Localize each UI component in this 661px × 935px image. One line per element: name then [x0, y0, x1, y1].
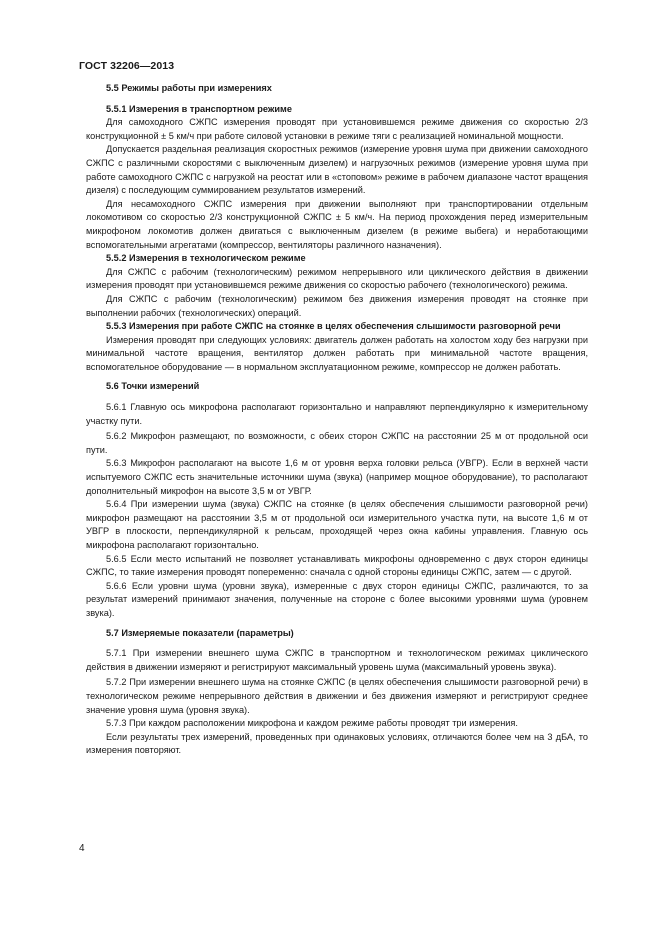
- subsection-heading-5-5-2: 5.5.2 Измерения в технологическом режиме: [106, 253, 306, 264]
- paragraph-5-6-2: 5.6.2 Микрофон размещают, по возможности, с обеих сторон СЖПС на расстоянии 25 м от продольной оси пути.: [86, 431, 588, 455]
- page-number: 4: [79, 843, 85, 854]
- subsection-heading-5-5-1: 5.5.1 Измерения в транспортном режиме: [106, 103, 292, 114]
- subsection-heading-5-5-3: 5.5.3 Измерения при работе СЖПС на стоянке в целях обеспечения слышимости разговорной речи: [106, 321, 561, 332]
- paragraph: Измерения проводят при следующих условиях: двигатель должен работать на холостом ходу без нагрузки при минимальной частоте вращения, вентилятор должен работать при минимальной частоте вращения, вспомогательное оборудование — в нормальном эксплуатационном режиме, компрессор не должен работать.: [86, 334, 588, 372]
- section-heading-5-5: 5.5 Режимы работы при измерениях: [106, 83, 272, 93]
- paragraph-5-6-1: 5.6.1 Главную ось микрофона располагают горизонтально и направляют перпендикулярно к измерительному участку пути.: [86, 402, 588, 426]
- paragraph: Для самоходного СЖПС измерения проводят при установившемся режиме движения со скоростью 2/3 конструкционной ± 5 км/ч при работе силовой установки в режиме тяги с реализацией номинальной мощности.: [86, 117, 588, 141]
- paragraph: Для СЖПС с рабочим (технологическим) режимом без движения измерения проводят на стоянке при выполнении рабочих (технологических) операций.: [86, 293, 588, 318]
- paragraph-5-6-5: 5.6.5 Если место испытаний не позволяет устанавливать микрофоны одновременно с двух сторон единицы СЖПС, то такие измерения проводят попеременно: сначала с одной стороны единицы СЖПС, затем — с другой.: [86, 553, 588, 578]
- document-body: [86, 82, 588, 758]
- paragraph: Если результаты трех измерений, проведенных при одинаковых условиях, отличаются более чем на 3 дБА, то измерения повторяют.: [86, 731, 588, 756]
- paragraph: Для несамоходного СЖПС измерения при движении выполняют при транспортировании отдельным локомотивом со скоростью 2/3 конструкционной СЖПС ± 5 км/ч. На период прохождения перед измерительным микрофоном локомотив должен двигаться с выключенным дизелем (в режиме выбега) и неработающими вспомогательными агрегатами (компрессор, вентиляторы различного назначения).: [86, 198, 588, 250]
- paragraph: Допускается раздельная реализация скоростных режимов (измерение уровня шума при движении самоходного СЖПС с различными скоростями с выключенным дизелем) и нагрузочных режимов (измерение уровня шума при работе самоходного СЖПС с нагрузкой на реостат или в «стоповом» режиме в рабочем диапазоне частот вращения дизеля) с последующим суммированием результатов измерений.: [86, 144, 588, 196]
- section-heading-5-7: 5.7 Измеряемые показатели (параметры): [106, 627, 294, 638]
- running-header: ГОСТ 32206—2013: [79, 60, 175, 72]
- paragraph-5-6-3: 5.6.3 Микрофон располагают на высоте 1,6 м от уровня верха головки рельса (УВГР). Если в верхней части испытуемого СЖПС есть значительные источники шума (звука) (например мощное оборудование), то располагают дополнительный микрофон на высоте 3,5 м от УВГР.: [86, 458, 588, 496]
- paragraph-5-7-1: 5.7.1 При измерении внешнего шума СЖПС в транспортном и технологическом режимах циклического действия в движении измеряют и регистрируют максимальный уровень шума (максимальный уровень звука).: [86, 648, 588, 672]
- paragraph: Для СЖПС с рабочим (технологическим) режимом непрерывного или циклического действия в движении измерения проводят при установившемся режиме движения со скоростью рабочего (технологического) режима.: [86, 266, 588, 291]
- paragraph-5-6-6: 5.6.6 Если уровни шума (уровни звука), измеренные с двух сторон единицы СЖПС, различаются, то за результат измерений принимают значения, полученные на стороне с более высокими уровнями шума (уровнем звука).: [86, 580, 588, 618]
- paragraph-5-6-4: 5.6.4 При измерении шума (звука) СЖПС на стоянке (в целях обеспечения слышимости разговорной речи) микрофон размещают на расстоянии 3,5 м от продольной оси измерительного участка пути, на высоте 1,6 м от УВГР в плоскости, перпендикулярной к рельсам, проходящей через окна кабины управления. Главную ось микрофона располагают горизонтально.: [86, 499, 588, 550]
- paragraph-5-7-2: 5.7.2 При измерении внешнего шума на стоянке СЖПС (в целях обеспечения слышимости разговорной речи) в технологическом режиме непрерывного действия в движении и без движения измеряют и регистрируют среднее значение уровня шума (уровня звука).: [86, 677, 588, 715]
- section-heading-5-6: 5.6 Точки измерений: [106, 381, 200, 392]
- paragraph-5-7-3: 5.7.3 При каждом расположении микрофона и каждом режиме работы проводят три измерения.: [106, 718, 518, 729]
